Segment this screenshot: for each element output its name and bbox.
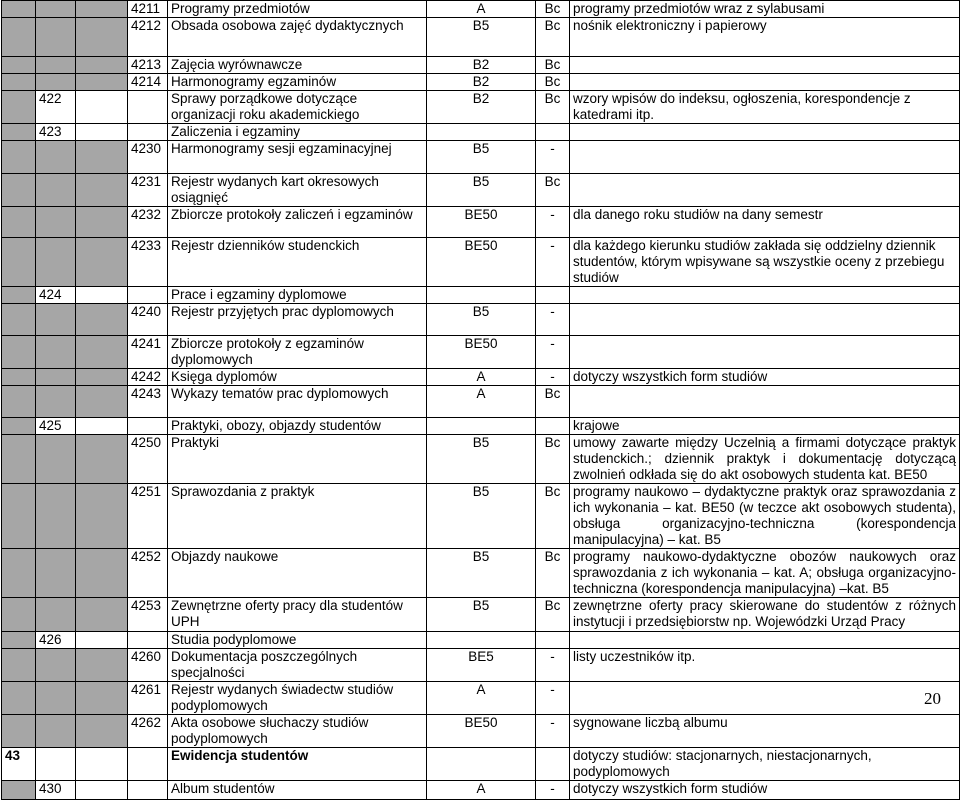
code-level-3 xyxy=(76,91,128,124)
archive-subcategory: Bc xyxy=(536,484,570,549)
table-row xyxy=(2,484,960,549)
archive-subcategory: - xyxy=(536,649,570,682)
code-level-2 xyxy=(36,18,76,57)
item-note: krajowe xyxy=(570,418,960,435)
table-row xyxy=(2,369,960,386)
code-level-1 xyxy=(2,74,36,91)
archive-category: B2 xyxy=(427,91,536,124)
item-name: Rejestr wydanych kart okresowych osiągnięć xyxy=(168,174,427,207)
archive-category: B5 xyxy=(427,549,536,598)
item-note xyxy=(570,57,960,74)
archive-category xyxy=(427,124,536,141)
item-note: wzory wpisów do indeksu, ogłoszenia, korespondencje z katedrami itp. xyxy=(570,91,960,124)
code-level-2: 424 xyxy=(36,287,76,304)
item-name: Zajęcia wyrównawcze xyxy=(168,57,427,74)
item-name: Sprawozdania z praktyk xyxy=(168,484,427,549)
archive-subcategory: Bc xyxy=(536,74,570,91)
code-level-1 xyxy=(2,174,36,207)
code-level-3 xyxy=(76,484,128,549)
item-name: Objazdy naukowe xyxy=(168,549,427,598)
code-level-4: 4241 xyxy=(128,336,168,369)
code-level-3 xyxy=(76,418,128,435)
item-name: Rejestr przyjętych prac dyplomowych xyxy=(168,304,427,336)
code-level-1 xyxy=(2,369,36,386)
archive-category: A xyxy=(427,781,536,800)
code-level-3 xyxy=(76,207,128,238)
code-level-3 xyxy=(76,632,128,649)
code-level-1 xyxy=(2,682,36,715)
item-note: zewnętrzne oferty pracy skierowane do studentów z różnych instytucji i przedsiębiorstw np. Wojewódzki Urząd Pracy xyxy=(570,598,960,632)
archive-subcategory: Bc xyxy=(536,91,570,124)
table-row xyxy=(2,141,960,174)
item-note xyxy=(570,141,960,174)
code-level-4 xyxy=(128,287,168,304)
archive-subcategory: Bc xyxy=(536,598,570,632)
code-level-4: 4214 xyxy=(128,74,168,91)
code-level-4: 4260 xyxy=(128,649,168,682)
item-note xyxy=(570,304,960,336)
item-note: sygnowane liczbą albumu xyxy=(570,715,960,748)
code-level-3 xyxy=(76,74,128,91)
code-level-1 xyxy=(2,336,36,369)
item-name: Zbiorcze protokoły z egzaminów dyplomowych xyxy=(168,336,427,369)
archive-category: B5 xyxy=(427,174,536,207)
archive-category: B2 xyxy=(427,57,536,74)
item-name: Ewidencja studentów xyxy=(168,748,427,781)
archive-category: A xyxy=(427,682,536,715)
table-row xyxy=(2,18,960,57)
code-level-4 xyxy=(128,124,168,141)
code-level-2: 422 xyxy=(36,91,76,124)
item-name: Prace i egzaminy dyplomowe xyxy=(168,287,427,304)
table-row xyxy=(2,682,960,715)
code-level-1 xyxy=(2,91,36,124)
item-name: Zbiorcze protokoły zaliczeń i egzaminów xyxy=(168,207,427,238)
code-level-1 xyxy=(2,649,36,682)
code-level-3 xyxy=(76,174,128,207)
code-level-4: 4240 xyxy=(128,304,168,336)
code-level-1 xyxy=(2,632,36,649)
code-level-3 xyxy=(76,715,128,748)
archive-subcategory: - xyxy=(536,304,570,336)
records-classification-table xyxy=(1,0,960,800)
code-level-1 xyxy=(2,484,36,549)
code-level-3 xyxy=(76,781,128,800)
archive-category: B5 xyxy=(427,435,536,484)
item-note xyxy=(570,386,960,418)
code-level-2 xyxy=(36,174,76,207)
table-row xyxy=(2,781,960,800)
code-level-3 xyxy=(76,141,128,174)
item-name: Harmonogramy egzaminów xyxy=(168,74,427,91)
code-level-3 xyxy=(76,649,128,682)
code-level-4: 4262 xyxy=(128,715,168,748)
archive-category xyxy=(427,418,536,435)
archive-category: BE50 xyxy=(427,207,536,238)
code-level-2 xyxy=(36,598,76,632)
code-level-4: 4230 xyxy=(128,141,168,174)
code-level-1 xyxy=(2,715,36,748)
table-row xyxy=(2,174,960,207)
code-level-1 xyxy=(2,304,36,336)
table-row xyxy=(2,207,960,238)
item-note: dotyczy studiów: stacjonarnych, niestacjonarnych, podyplomowych xyxy=(570,748,960,781)
item-name: Obsada osobowa zajęć dydaktycznych xyxy=(168,18,427,57)
code-level-4: 4232 xyxy=(128,207,168,238)
code-level-3 xyxy=(76,124,128,141)
archive-category: B5 xyxy=(427,18,536,57)
code-level-2 xyxy=(36,1,76,18)
code-level-3 xyxy=(76,1,128,18)
item-note xyxy=(570,632,960,649)
archive-category: A xyxy=(427,386,536,418)
code-level-2 xyxy=(36,57,76,74)
table-row xyxy=(2,336,960,369)
code-level-2 xyxy=(36,386,76,418)
item-note xyxy=(570,174,960,207)
code-level-1 xyxy=(2,141,36,174)
code-level-4 xyxy=(128,781,168,800)
archive-category: A xyxy=(427,369,536,386)
code-level-2: 423 xyxy=(36,124,76,141)
archive-subcategory xyxy=(536,632,570,649)
code-level-1 xyxy=(2,57,36,74)
archive-subcategory: Bc xyxy=(536,57,570,74)
code-level-2 xyxy=(36,549,76,598)
archive-category: B2 xyxy=(427,74,536,91)
item-name: Rejestr dzienników studenckich xyxy=(168,238,427,287)
code-level-3 xyxy=(76,386,128,418)
code-level-2 xyxy=(36,207,76,238)
item-note: dla każdego kierunku studiów zakłada się oddzielny dziennik studentów, którym wpisywane są wszystkie oceny z przebiegu studiów xyxy=(570,238,960,287)
code-level-2 xyxy=(36,141,76,174)
code-level-4: 4242 xyxy=(128,369,168,386)
code-level-2 xyxy=(36,715,76,748)
table-row xyxy=(2,304,960,336)
archive-subcategory xyxy=(536,748,570,781)
code-level-4: 4251 xyxy=(128,484,168,549)
table-row xyxy=(2,386,960,418)
table-row xyxy=(2,287,960,304)
item-note: dotyczy wszystkich form studiów xyxy=(570,781,960,800)
code-level-3 xyxy=(76,336,128,369)
archive-category: B5 xyxy=(427,484,536,549)
table-row xyxy=(2,238,960,287)
item-note: programy przedmiotów wraz z sylabusami xyxy=(570,1,960,18)
code-level-3 xyxy=(76,304,128,336)
item-name: Praktyki xyxy=(168,435,427,484)
code-level-1 xyxy=(2,549,36,598)
code-level-4: 4243 xyxy=(128,386,168,418)
code-level-4: 4212 xyxy=(128,18,168,57)
code-level-4 xyxy=(128,418,168,435)
table-row xyxy=(2,124,960,141)
item-note: umowy zawarte między Uczelnią a firmami dotyczące praktyk studenckich.; dziennik praktyk i dokumentację dotyczącą zwolnień odkłada się do akt osobowych studenta kat. BE50 xyxy=(570,435,960,484)
code-level-3 xyxy=(76,682,128,715)
item-name: Programy przedmiotów xyxy=(168,1,427,18)
item-name: Album studentów xyxy=(168,781,427,800)
code-level-1 xyxy=(2,781,36,800)
code-level-3 xyxy=(76,18,128,57)
archive-subcategory xyxy=(536,418,570,435)
code-level-3 xyxy=(76,598,128,632)
code-level-4: 4253 xyxy=(128,598,168,632)
code-level-2: 430 xyxy=(36,781,76,800)
code-level-4: 4261 xyxy=(128,682,168,715)
archive-subcategory xyxy=(536,124,570,141)
archive-category: A xyxy=(427,1,536,18)
item-note: programy naukowo – dydaktyczne praktyk oraz sprawozdania z ich wykonania – kat. BE50 (w teczce akt osobowych studenta), obsługa organizacyjno-techniczna (korespondencja manipulacyjna) – kat. B5 xyxy=(570,484,960,549)
item-name: Dokumentacja poszczególnych specjalności xyxy=(168,649,427,682)
code-level-4: 4250 xyxy=(128,435,168,484)
code-level-4 xyxy=(128,632,168,649)
item-name: Rejestr wydanych świadectw studiów podyplomowych xyxy=(168,682,427,715)
item-note xyxy=(570,124,960,141)
table-row xyxy=(2,748,960,781)
code-level-3 xyxy=(76,435,128,484)
code-level-2 xyxy=(36,238,76,287)
code-level-4: 4252 xyxy=(128,549,168,598)
archive-subcategory: Bc xyxy=(536,174,570,207)
code-level-4 xyxy=(128,91,168,124)
code-level-1 xyxy=(2,18,36,57)
archive-subcategory: - xyxy=(536,207,570,238)
archive-subcategory: - xyxy=(536,141,570,174)
table-row xyxy=(2,649,960,682)
code-level-2 xyxy=(36,435,76,484)
item-name: Studia podyplomowe xyxy=(168,632,427,649)
archive-subcategory xyxy=(536,287,570,304)
code-level-4: 4213 xyxy=(128,57,168,74)
archive-category: BE50 xyxy=(427,715,536,748)
code-level-2 xyxy=(36,304,76,336)
table-row xyxy=(2,1,960,18)
table-row xyxy=(2,435,960,484)
code-level-3 xyxy=(76,369,128,386)
archive-subcategory: Bc xyxy=(536,18,570,57)
code-level-2 xyxy=(36,649,76,682)
code-level-2 xyxy=(36,682,76,715)
item-note: programy naukowo-dydaktyczne obozów naukowych oraz sprawozdania z ich wykonania – kat. A; obsługa organizacyjno-techniczna (korespondencja manipulacyjna) –kat. B5 xyxy=(570,549,960,598)
code-level-4: 4211 xyxy=(128,1,168,18)
item-note: listy uczestników itp. xyxy=(570,649,960,682)
archive-category: B5 xyxy=(427,304,536,336)
code-level-3 xyxy=(76,57,128,74)
item-name: Akta osobowe słuchaczy studiów podyplomowych xyxy=(168,715,427,748)
table-row xyxy=(2,57,960,74)
archive-subcategory: Bc xyxy=(536,549,570,598)
table-row xyxy=(2,632,960,649)
item-note: nośnik elektroniczny i papierowy xyxy=(570,18,960,57)
code-level-2 xyxy=(36,336,76,369)
table-row xyxy=(2,715,960,748)
item-note: dotyczy wszystkich form studiów xyxy=(570,369,960,386)
archive-category: BE50 xyxy=(427,238,536,287)
item-name: Harmonogramy sesji egzaminacyjnej xyxy=(168,141,427,174)
code-level-1 xyxy=(2,124,36,141)
archive-subcategory: - xyxy=(536,369,570,386)
archive-category: B5 xyxy=(427,141,536,174)
code-level-1 xyxy=(2,598,36,632)
item-note: dla danego roku studiów na dany semestr xyxy=(570,207,960,238)
table-row xyxy=(2,74,960,91)
code-level-2 xyxy=(36,484,76,549)
item-name: Wykazy tematów prac dyplomowych xyxy=(168,386,427,418)
code-level-1 xyxy=(2,435,36,484)
code-level-2 xyxy=(36,74,76,91)
code-level-2 xyxy=(36,748,76,781)
table-row xyxy=(2,598,960,632)
archive-subcategory: - xyxy=(536,336,570,369)
archive-category: BE5 xyxy=(427,649,536,682)
item-note xyxy=(570,336,960,369)
item-note xyxy=(570,74,960,91)
item-note xyxy=(570,682,960,715)
code-level-1 xyxy=(2,386,36,418)
code-level-2 xyxy=(36,369,76,386)
code-level-1 xyxy=(2,238,36,287)
archive-subcategory: Bc xyxy=(536,435,570,484)
code-level-4: 4233 xyxy=(128,238,168,287)
code-level-1 xyxy=(2,287,36,304)
archive-category xyxy=(427,287,536,304)
archive-subcategory: Bc xyxy=(536,1,570,18)
code-level-3 xyxy=(76,287,128,304)
table-row xyxy=(2,418,960,435)
code-level-4: 4231 xyxy=(128,174,168,207)
item-name: Księga dyplomów xyxy=(168,369,427,386)
archive-category: BE50 xyxy=(427,336,536,369)
code-level-1 xyxy=(2,207,36,238)
code-level-1: 43 xyxy=(2,748,36,781)
code-level-2: 426 xyxy=(36,632,76,649)
code-level-4 xyxy=(128,748,168,781)
archive-subcategory: - xyxy=(536,238,570,287)
archive-subcategory: - xyxy=(536,682,570,715)
code-level-1 xyxy=(2,418,36,435)
code-level-3 xyxy=(76,549,128,598)
code-level-3 xyxy=(76,748,128,781)
table-row xyxy=(2,549,960,598)
code-level-1 xyxy=(2,1,36,18)
archive-category xyxy=(427,748,536,781)
archive-category: B5 xyxy=(427,598,536,632)
code-level-2: 425 xyxy=(36,418,76,435)
archive-subcategory: Bc xyxy=(536,386,570,418)
item-name: Sprawy porządkowe dotyczące organizacji roku akademickiego xyxy=(168,91,427,124)
archive-category xyxy=(427,632,536,649)
item-name: Praktyki, obozy, objazdy studentów xyxy=(168,418,427,435)
table-row xyxy=(2,91,960,124)
archive-subcategory: - xyxy=(536,715,570,748)
item-note xyxy=(570,287,960,304)
code-level-3 xyxy=(76,238,128,287)
page-number: 20 xyxy=(924,689,941,708)
item-name: Zewnętrzne oferty pracy dla studentów UPH xyxy=(168,598,427,632)
item-name: Zaliczenia i egzaminy xyxy=(168,124,427,141)
archive-subcategory: - xyxy=(536,781,570,800)
